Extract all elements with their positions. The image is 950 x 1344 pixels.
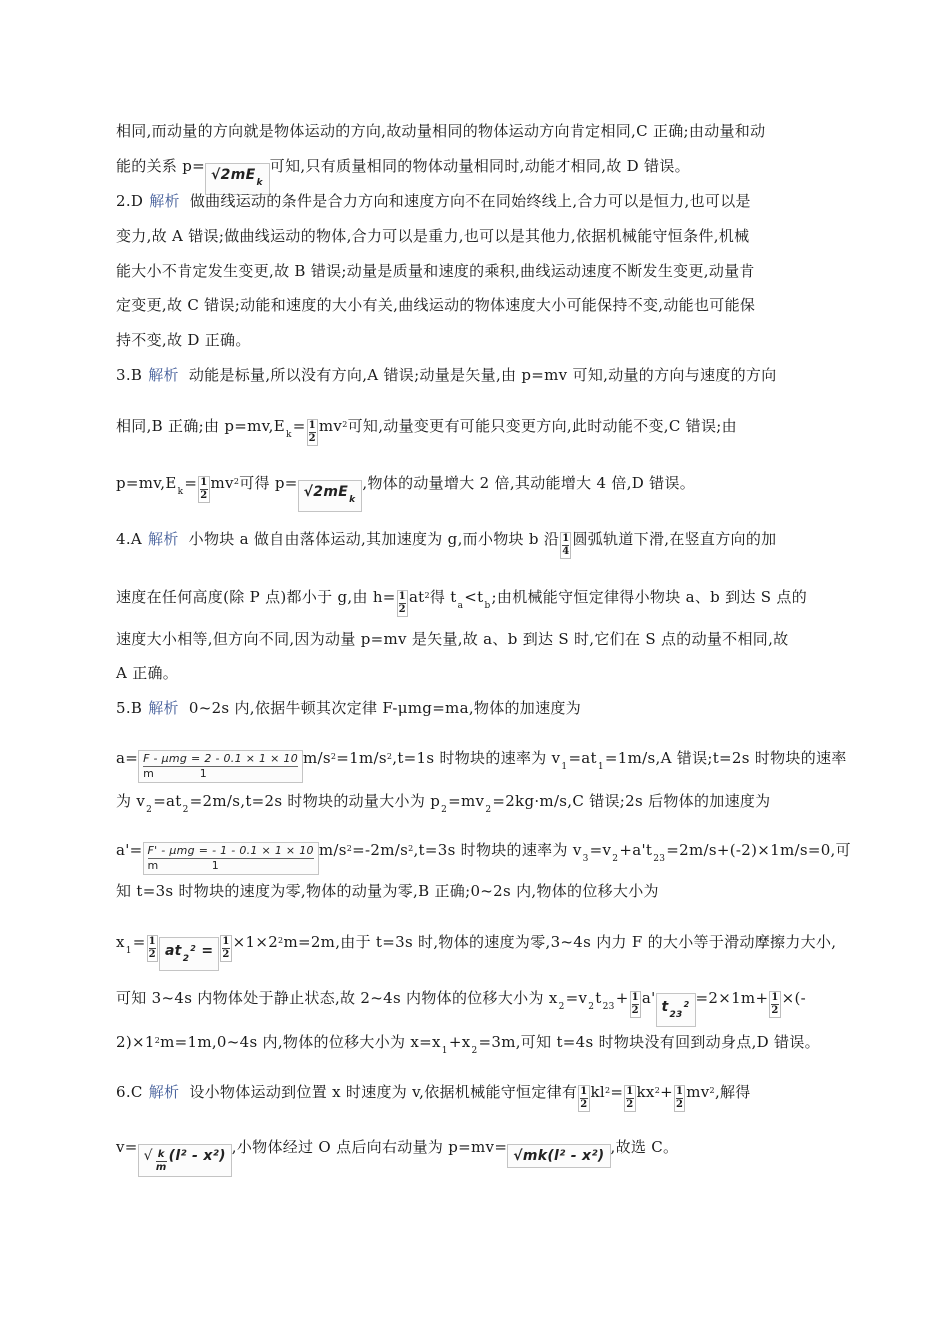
text-run: 定变更,故 C 错误;动能和速度的大小有关,曲线运动的物体速度大小可能保持不变,动能也可能保 [116, 296, 756, 314]
question-number: 2.D [116, 192, 144, 210]
text-line: 可知 3~4s 内物体处于静止状态,故 2~4s 内物体的位移大小为 $x_2=v_2t_{23}+$ $\frac{1}{2}$ a' $t_{23}^2 =2\times 1m+$ $\frac{1}{2}$ ×(- [116, 987, 836, 1027]
text-line [116, 190, 836, 212]
analysis-label: 解析 [149, 192, 180, 210]
analysis-label: 解析 [148, 699, 179, 717]
fraction-one-half: $\frac{1}{2}$ [308, 420, 316, 444]
text-line: a'= F' - μmg = - 1 - 0.1 × 1 × 10 m 1 $m/s^2=-2m/s^2,t=3s$ 时物块的速率为 $v_3=v_2+a't_{23}=2m/s+(-2)\times 1m/s=0$,可 [116, 838, 836, 875]
text-line: 速度在任何高度(除 P 点)都小于 g,由 h= $\frac{1}{2}$ $at^2$得 $t_a<t_b$;由机械能守恒定律得小物块 a、b 到达 S 点的 [116, 588, 807, 615]
text-line: v= √ $\frac{k}{m}$ (l² - x²) ,小物体经过 O 点后向右动量为 p=mv= √mk(l² - x²) ,故选 C。 [116, 1136, 836, 1177]
text-line [116, 260, 836, 282]
formula-velocity-sqrt: √ $\frac{k}{m}$ (l² - x²) [138, 1144, 232, 1177]
analysis-label: 解析 [148, 366, 179, 384]
fraction-one-quarter: $\frac{1}{4}$ [562, 533, 570, 557]
analysis-label: 解析 [148, 1083, 180, 1101]
text-line: 6.C 解析 设小物体运动到位置 x 时速度为 v,依据机械能守恒定律有 $\frac{1}{2}$ $kl^2=$ $\frac{1}{2}$ $kx^2+$ $\frac{1}{2}$ $mv^2$,解得 [116, 1083, 751, 1110]
text-line: A 正确。 [116, 664, 179, 682]
formula-deceleration: F' - μmg = - 1 - 0.1 × 1 × 10 m 1 [143, 842, 319, 875]
text-run: 能的关系 p= [116, 157, 206, 175]
text-line: $p=mv,E_k=$ $\frac{1}{2}$ $mv^2$可得 $p= √2mE_k$,物体的动量增大 2 倍,其动能增大 4 倍,D 错误。 [116, 471, 836, 512]
text-run: 能大小不肯定发生变更,故 B 错误;动量是质量和速度的乘积,曲线运动速度不断发生变更,动量肯 [116, 262, 755, 280]
text-run: 可知,只有质量相同的物体动量相同时,动能才相同,故 D 错误。 [269, 157, 690, 175]
question-number: 3.B [116, 366, 143, 384]
text-line: 相同,B 正确;由 $p=mv,E_k=$ $\frac{1}{2}$ $mv^2$可知,动量变更有可能只变更方向,此时动能不变,C 错误;由 [116, 417, 737, 444]
text-line [116, 294, 836, 316]
text-line: 速度大小相等,但方向不同,因为动量 p=mv 是矢量,故 a、b 到达 S 时,它们在 S 点的动量不相同,故 [116, 630, 789, 648]
text-line: 5.B 解析 0~2s 内,依据牛顿其次定律 F-μmg=ma,物体的加速度为 [116, 699, 581, 717]
fraction-k-over-m: $\frac{k}{m}$ [155, 1149, 167, 1173]
text-line: $x_1=$ $\frac{1}{2}$ $at_2^2$ = $\frac{1}{2}$ $\times 1\times 2^2m=2m$,由于 t=3s 时,物体的速度为零,3~4s 内力 F 的大小等于滑动摩擦力大小, [116, 930, 836, 971]
fraction-one-half: $\frac{1}{2}$ [200, 477, 208, 501]
text-line: 为 $v_2=at_2=2m/s,t=2s$ 时物块的动量大小为 $p_2=mv_2=2kg\cdot m/s,C$ 错误;2s 后物体的加速度为 [116, 792, 771, 815]
formula-momentum-sqrt: √mk(l² - x²) [507, 1144, 610, 1168]
fraction-one-half: $\frac{1}{2}$ [631, 992, 639, 1016]
text-line [116, 329, 836, 351]
text-line [116, 225, 836, 247]
text-line [116, 155, 836, 195]
question-number: 5.B [116, 699, 143, 717]
text-run: 做曲线运动的条件是合力方向和速度方向不在同始终线上,合力可以是恒力,也可以是 [189, 192, 751, 210]
question-number: 4.A [116, 530, 143, 548]
analysis-label: 解析 [148, 530, 179, 548]
fraction-one-half: $\frac{1}{2}$ [771, 992, 779, 1016]
fraction-one-half: $\frac{1}{2}$ [626, 1086, 634, 1110]
formula-acceleration: F - μmg = 2 - 0.1 × 1 × 10 m 1 [138, 750, 303, 783]
text-line [116, 120, 836, 142]
formula-t23-squared: $t_{23}^2$ [656, 993, 696, 1027]
text-line: a= F - μmg = 2 - 0.1 × 1 × 10 m 1 $m/s^2=1m/s^2,t=1s$ 时物块的速率为 $v_1=at_1=1m/s,A$ 错误;t=2s 时物块的速率 [116, 746, 836, 783]
text-line: $2)\times 1^2m=1m,0\sim 4s$ 内,物体的位移大小为 $x=x_1+x_2=3m$,可知 t=4s 时物块没有回到动身点,D 错误。 [116, 1033, 820, 1056]
text-run: 相同,而动量的方向就是物体运动的方向,故动量相同的物体运动方向肯定相同,C 正确;由动量和动 [116, 122, 766, 140]
fraction-one-half: $\frac{1}{2}$ [222, 936, 230, 960]
fraction-one-half: $\frac{1}{2}$ [148, 936, 156, 960]
fraction-one-half: $\frac{1}{2}$ [580, 1086, 588, 1110]
formula-sqrt-2mEk: $√2mE_k$ [298, 480, 363, 512]
text-line: 4.A 解析 小物块 a 做自由落体运动,其加速度为 g,而小物块 b 沿 $\frac{1}{4}$ 圆弧轨道下滑,在竖直方向的加 [116, 530, 777, 557]
formula-at2-squared: $at_2^2$ = [159, 937, 219, 971]
text-run: 动能是标量,所以没有方向,A 错误;动量是矢量,由 p=mv 可知,动量的方向与速度的方向 [188, 366, 777, 384]
text-line [116, 364, 836, 386]
text-line: 知 t=3s 时物块的速度为零,物体的动量为零,B 正确;0~2s 内,物体的位移大小为 [116, 882, 659, 900]
text-run: 变力,故 A 错误;做曲线运动的物体,合力可以是重力,也可以是其他力,依据机械能守恒条件,机械 [116, 227, 750, 245]
text-run: 持不变,故 D 正确。 [116, 331, 251, 349]
formula-sqrt-2mEk: $√2mE_k$ [205, 163, 270, 195]
fraction-one-half: $\frac{1}{2}$ [398, 591, 406, 615]
fraction-one-half: $\frac{1}{2}$ [675, 1086, 684, 1110]
question-number: 6.C [116, 1083, 143, 1101]
